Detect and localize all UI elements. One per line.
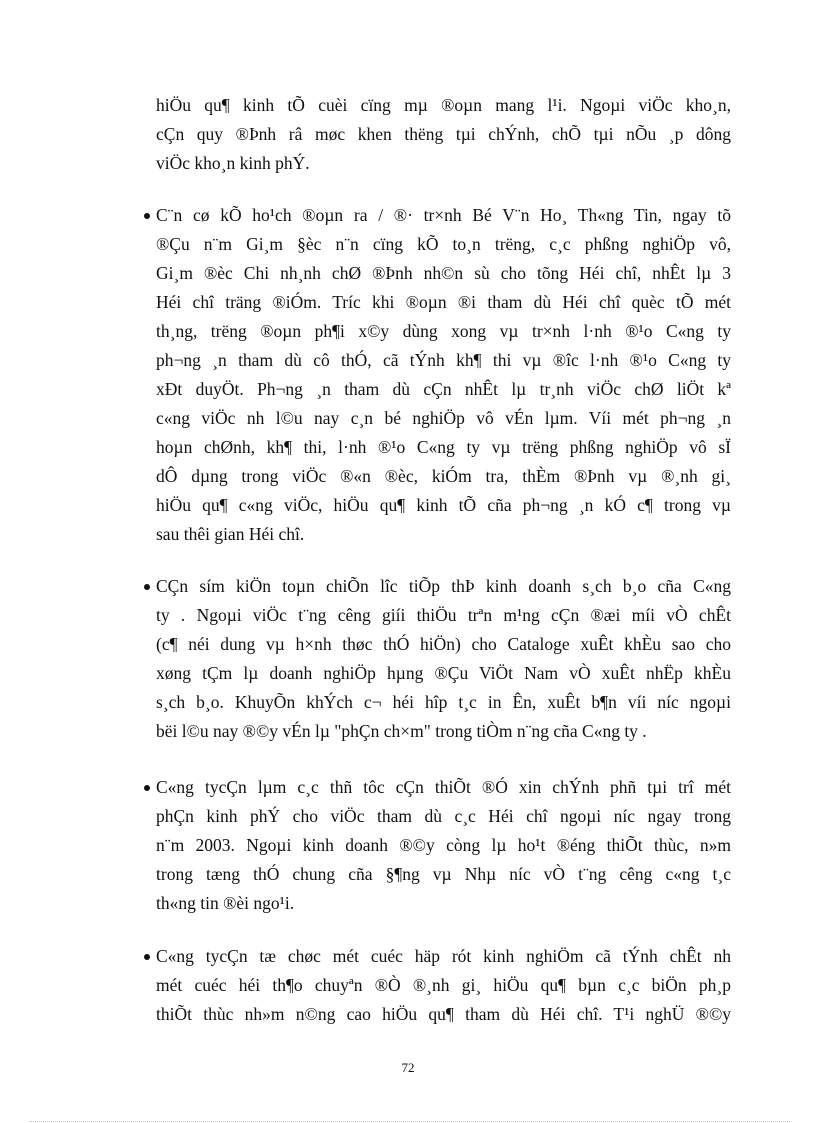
text-line: xøng tÇm lµ doanh nghiÖp hµng ®Çu ViÖt Nam vÒ xuÊt nhËp khÈu — [156, 663, 731, 683]
text-line: bëi l©u nay ®©y vÉn lµ "phÇn ch×m" trong tiÒm n¨ng cña C«ng ty . — [156, 721, 647, 741]
text-line: mét cuéc héi th¶o chuyªn ®Ò ®¸nh gi¸ hiÖu qu¶ bµn c¸c biÖn ph¸p — [156, 975, 731, 995]
text-line: th¸ng, trëng ®oµn ph¶i x©y dùng xong vµ tr×nh l·nh ®¹o C«ng ty — [156, 321, 731, 341]
text-line: hiÖu qu¶ kinh tÕ cuèi cïng mµ ®oµn mang l¹i. Ngoµi viÖc kho¸n, — [156, 95, 731, 115]
text-line: xÐt duyÖt. Ph¬ng ¸n tham dù cÇn nhÊt lµ tr¸nh viÖc chØ liÖt kª — [156, 379, 731, 399]
text-line: s¸ch b¸o. KhuyÕn khÝch c¬ héi hîp t¸c in Ên, xuÊt b¶n víi níc ngoµi — [156, 692, 731, 712]
text-line: C«ng tycÇn tæ chøc mét cuéc häp rót kinh nghiÖm cã tÝnh chÊt nh — [156, 946, 731, 966]
text-line: thiÕt thùc nh»m n©ng cao hiÖu qu¶ tham dù Héi chî. T¹i nghÜ ®©y — [156, 1004, 731, 1024]
text-line: th«ng tin ®èi ngo¹i. — [156, 893, 295, 913]
text-line: C«ng tycÇn lµm c¸c thñ tôc cÇn thiÕt ®Ó xin chÝnh phñ tµi trî mét — [156, 777, 731, 797]
bullet-paragraph-2 — [156, 572, 731, 746]
text-line: phÇn kinh phÝ cho viÖc tham dù c¸c Héi chî ngoµi níc ngay trong — [156, 806, 731, 826]
bullet-paragraph-1 — [156, 201, 731, 549]
bullet-icon — [144, 213, 150, 219]
bullet-icon — [144, 785, 150, 791]
bullet-paragraph-3 — [156, 773, 731, 918]
text-line: C¨n cø kÕ ho¹ch ®oµn ra / ®· tr×nh Bé V¨n Ho¸ Th«ng Tin, ngay tõ — [156, 205, 731, 225]
text-line: n¨m 2003. Ngoµi kinh doanh ®©y còng lµ ho¹t ®éng thiÕt thùc, n»m — [156, 835, 731, 855]
text-line: Héi chî träng ®iÓm. Tríc khi ®oµn ®i tham dù Héi chî quèc tÕ mét — [156, 292, 731, 312]
page-footer-rule — [30, 1121, 790, 1122]
text-line: dÔ dµng trong viÖc ®«n ®èc, kiÓm tra, thÈm ®Þnh vµ ®¸nh gi¸ — [156, 466, 731, 486]
text-line: Gi¸m ®èc Chi nh¸nh chØ ®Þnh nh©n sù cho tõng Héi chî, nhÊt lµ 3 — [156, 263, 731, 283]
text-line: hoµn chØnh, kh¶ thi, l·nh ®¹o C«ng ty vµ trëng phßng nghiÖp vô sÏ — [156, 437, 731, 457]
bullet-paragraph-4 — [156, 942, 731, 1029]
text-line: cÇn quy ®Þnh râ møc khen thëng tµi chÝnh, chÕ tµi nÕu ¸p dông — [156, 124, 731, 144]
text-line: CÇn sím kiÖn toµn chiÕn lîc tiÕp thÞ kinh doanh s¸ch b¸o cña C«ng — [156, 576, 731, 596]
text-line: hiÖu qu¶ c«ng viÖc, hiÖu qu¶ kinh tÕ cña ph¬ng ¸n kÓ c¶ trong vµ — [156, 495, 731, 515]
text-line: sau thêi gian Héi chî. — [156, 524, 305, 544]
text-line: ph¬ng ¸n tham dù cô thÓ, cã tÝnh kh¶ thi vµ ®îc l·nh ®¹o C«ng ty — [156, 350, 731, 370]
text-line: viÖc kho¸n kinh phÝ. — [156, 153, 310, 173]
bullet-icon — [144, 954, 150, 960]
text-line: trong tæng thÓ chung cña §¶ng vµ Nhµ níc vÒ t¨ng cêng c«ng t¸c — [156, 864, 731, 884]
bullet-icon — [144, 584, 150, 590]
page-number: 72 — [401, 1060, 415, 1075]
intro-paragraph — [156, 91, 731, 178]
text-line: (c¶ néi dung vµ h×nh thøc thÓ hiÖn) cho Cataloge xuÊt khÈu sao cho — [156, 634, 731, 654]
text-line: c«ng viÖc nh l©u nay c¸n bé nghiÖp vô vÉn lµm. Víi mét ph¬ng ¸n — [156, 408, 731, 428]
text-line: ®Çu n¨m Gi¸m §èc n¨n cïng kÕ to¸n trëng, c¸c phßng nghiÖp vô, — [156, 234, 731, 254]
text-line: ty . Ngoµi viÖc t¨ng cêng giíi thiÖu trªn m¹ng cÇn ®æi míi vÒ chÊt — [156, 605, 731, 625]
